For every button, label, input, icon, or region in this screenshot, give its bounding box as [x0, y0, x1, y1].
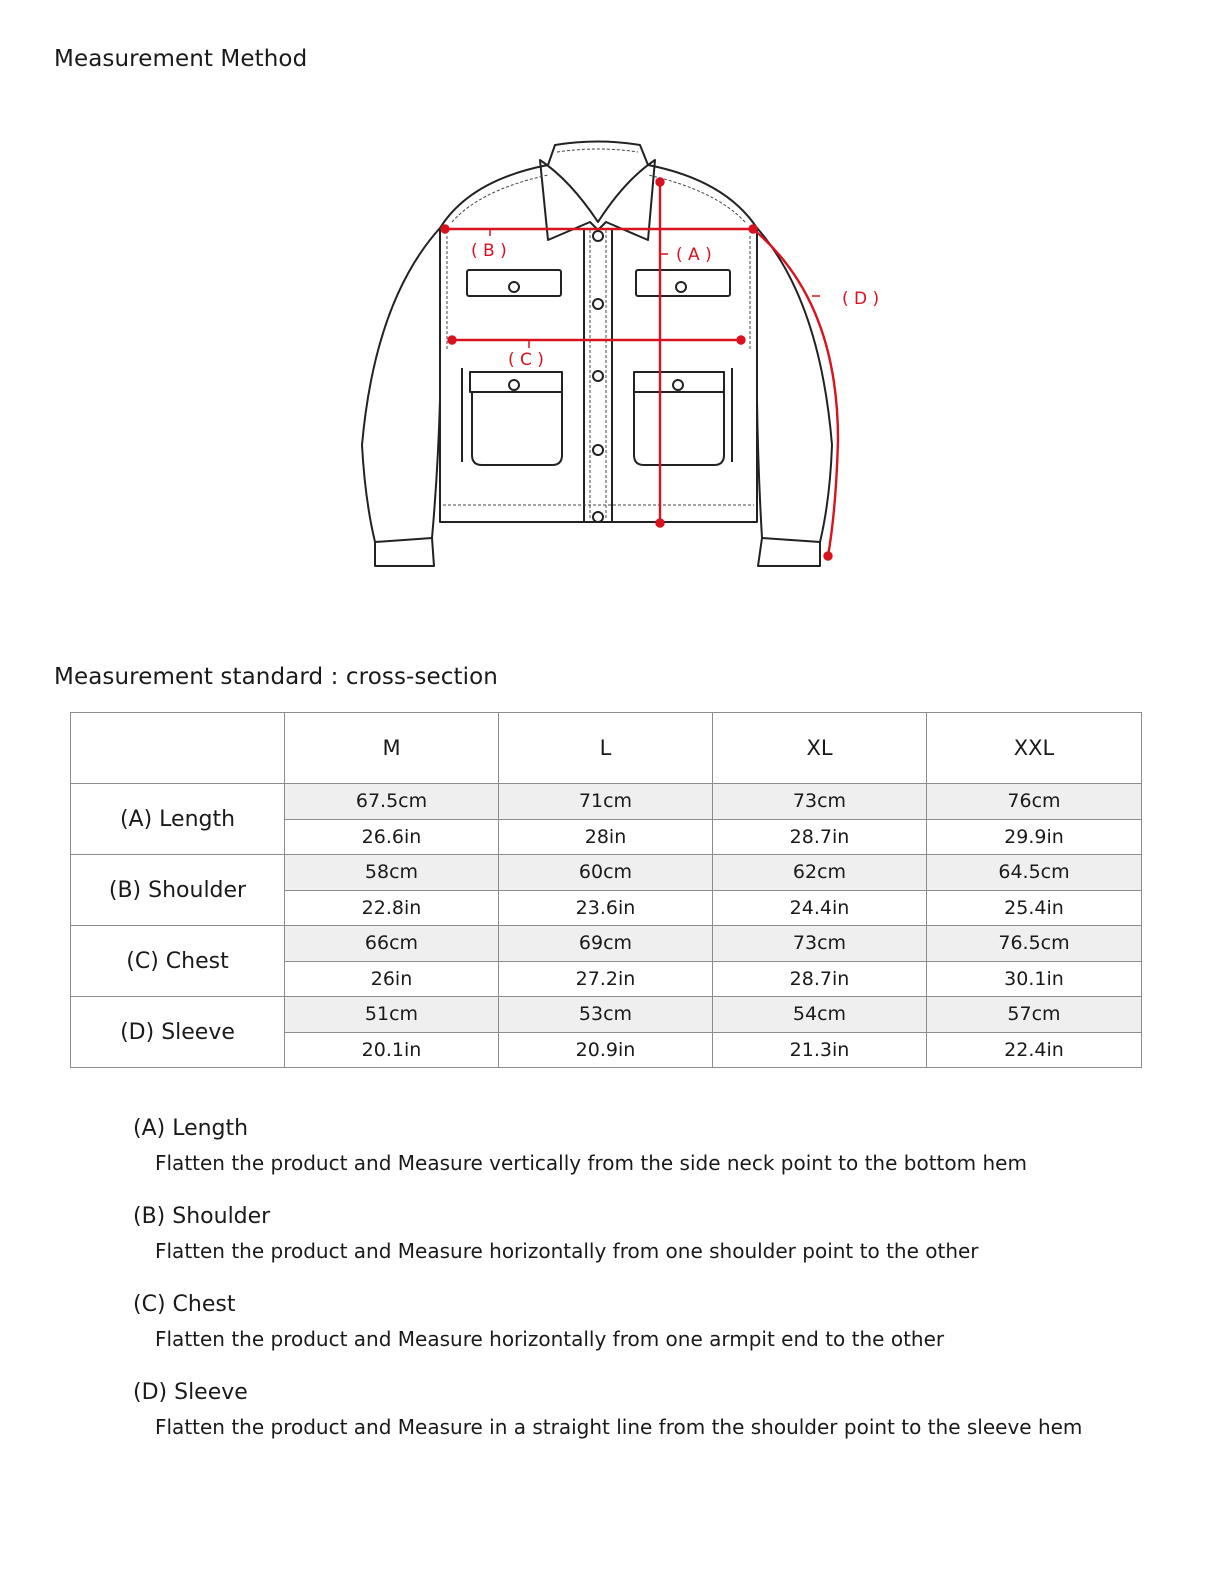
- cell-cm: 64.5cm: [927, 855, 1142, 891]
- row-label-chest: (C) Chest: [71, 926, 285, 997]
- table-row-sleeve-cm: [71, 997, 1142, 1033]
- cell-cm: 57cm: [927, 997, 1142, 1033]
- cell-in: 22.4in: [927, 1032, 1142, 1068]
- size-header: XL: [713, 713, 927, 784]
- note-sleeve: [133, 1377, 1133, 1441]
- cell-cm: 51cm: [285, 997, 499, 1033]
- label-a: ( A ): [676, 245, 712, 265]
- note-description: Flatten the product and Measure vertically from the side neck point to the bottom hem: [155, 1151, 1027, 1175]
- jacket-measurement-diagram: [350, 130, 880, 580]
- cell-in: 20.1in: [285, 1032, 499, 1068]
- cell-in: 27.2in: [499, 961, 713, 997]
- size-header: M: [285, 713, 499, 784]
- table-row-length-cm: [71, 784, 1142, 820]
- cell-in: 22.8in: [285, 890, 499, 926]
- note-shoulder: [133, 1201, 1133, 1265]
- cell-in: 26.6in: [285, 819, 499, 855]
- cell-in: 23.6in: [499, 890, 713, 926]
- cell-in: 29.9in: [927, 819, 1142, 855]
- measurement-labels: [471, 241, 879, 370]
- table-row-shoulder-cm: [71, 855, 1142, 891]
- corner-cell: [71, 713, 285, 784]
- cell-cm: 58cm: [285, 855, 499, 891]
- cell-in: 20.9in: [499, 1032, 713, 1068]
- cell-cm: 73cm: [713, 784, 927, 820]
- cell-in: 28.7in: [713, 819, 927, 855]
- cell-cm: 69cm: [499, 926, 713, 962]
- cell-in: 28.7in: [713, 961, 927, 997]
- note-title: (A) Length: [133, 1116, 249, 1141]
- note-title: (D) Sleeve: [133, 1380, 248, 1405]
- label-c: ( C ): [508, 350, 544, 370]
- row-label-shoulder: (B) Shoulder: [71, 855, 285, 926]
- cell-in: 21.3in: [713, 1032, 927, 1068]
- cell-in: 28in: [499, 819, 713, 855]
- cell-in: 24.4in: [713, 890, 927, 926]
- jacket-outline: [362, 142, 832, 567]
- table-row-chest-cm: [71, 926, 1142, 962]
- cell-cm: 73cm: [713, 926, 927, 962]
- note-description: Flatten the product and Measure horizontally from one shoulder point to the other: [155, 1239, 979, 1263]
- label-b: ( B ): [471, 241, 507, 261]
- cell-in: 25.4in: [927, 890, 1142, 926]
- cell-cm: 71cm: [499, 784, 713, 820]
- note-title: (B) Shoulder: [133, 1204, 271, 1229]
- cell-cm: 60cm: [499, 855, 713, 891]
- note-title: (C) Chest: [133, 1292, 236, 1317]
- note-length: [133, 1113, 1133, 1177]
- cell-in: 26in: [285, 961, 499, 997]
- note-chest: [133, 1289, 1133, 1353]
- size-header-row: [71, 713, 1142, 784]
- size-header: XXL: [927, 713, 1142, 784]
- row-label-length: (A) Length: [71, 784, 285, 855]
- cell-cm: 67.5cm: [285, 784, 499, 820]
- size-header: L: [499, 713, 713, 784]
- row-label-sleeve: (D) Sleeve: [71, 997, 285, 1068]
- measurement-method-heading: Measurement Method: [54, 46, 308, 72]
- cell-cm: 76cm: [927, 784, 1142, 820]
- cell-cm: 76.5cm: [927, 926, 1142, 962]
- note-description: Flatten the product and Measure in a straight line from the shoulder point to the sleeve hem: [155, 1415, 1083, 1439]
- cell-cm: 54cm: [713, 997, 927, 1033]
- size-table: [70, 712, 1142, 1068]
- cell-cm: 62cm: [713, 855, 927, 891]
- cell-cm: 53cm: [499, 997, 713, 1033]
- cell-cm: 66cm: [285, 926, 499, 962]
- label-d: ( D ): [842, 289, 880, 309]
- note-description: Flatten the product and Measure horizontally from one armpit end to the other: [155, 1327, 945, 1351]
- cell-in: 30.1in: [927, 961, 1142, 997]
- measurement-notes: [133, 1113, 1133, 1465]
- measurement-standard-heading: Measurement standard : cross-section: [54, 664, 498, 690]
